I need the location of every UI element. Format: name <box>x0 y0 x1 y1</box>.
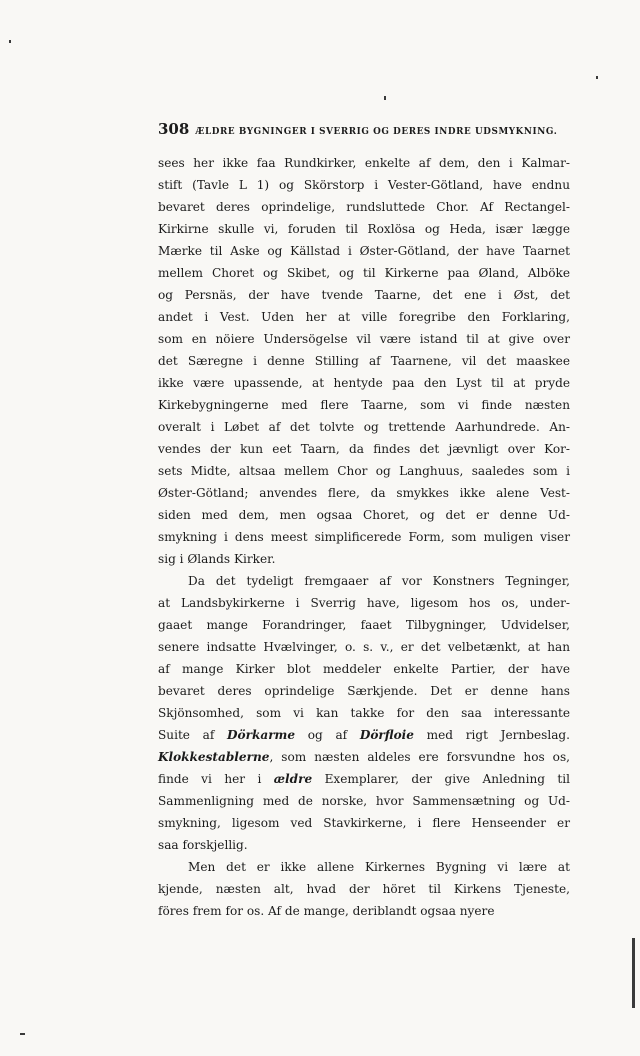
text-line: som en nöiere Undersögelse vil være istand til at give over <box>158 332 570 346</box>
paragraph-3 <box>158 856 570 922</box>
scan-speck <box>9 40 11 43</box>
scan-speck <box>20 1033 25 1035</box>
text-line: Sammenligning med de norske, hvor Sammensætning og Ud- <box>158 794 570 808</box>
text-line: siden med dem, men ogsaa Choret, og det er denne Ud- <box>158 508 570 522</box>
text-line: sets Midte, altsaa mellem Chor og Langhuus, saaledes som i <box>158 464 570 478</box>
text-line: overalt i Løbet af det tolvte og trettende Aarhundrede. An- <box>158 420 570 434</box>
text-line: smykning, ligesom ved Stavkirkerne, i flere Henseender er <box>158 816 570 830</box>
text-line: smykning i dens meest simplificerede Form, som muligen viser <box>158 530 570 544</box>
text-line: ikke være upassende, at hentyde paa den Lyst til at pryde <box>158 376 570 390</box>
text-line: af mange Kirker blot meddeler enkelte Partier, der have <box>158 662 570 676</box>
scan-speck <box>384 96 386 100</box>
text-line: bevaret deres oprindelige, rundsluttede Chor. Af Rectangel- <box>158 200 570 214</box>
text-line: Klokkestablerne, som næsten aldeles ere forsvundne hos os, <box>158 750 570 764</box>
page-header <box>158 120 558 138</box>
text-line: stift (Tavle L 1) og Skörstorp i Vester-Götland, have endnu <box>158 178 570 192</box>
text-line: gaaet mange Forandringer, faaet Tilbygninger, Udvidelser, <box>158 618 570 632</box>
text-line: og Persnäs, der have tvende Taarne, det ene i Øst, det <box>158 288 570 302</box>
text-line: kjende, næsten alt, hvad der höret til Kirkens Tjeneste, <box>158 882 570 896</box>
text-line: Men det er ikke allene Kirkernes Bygning vi lære at <box>188 860 570 874</box>
text-line: Kirkebygningerne med flere Taarne, som vi finde næsten <box>158 398 570 412</box>
text-line: vendes der kun eet Taarn, da findes det jævnligt over Kor- <box>158 442 570 456</box>
italic-term: ældre <box>273 772 313 786</box>
text-line: det Særegne i denne Stilling af Taarnene, vil det maaskee <box>158 354 570 368</box>
text-line: föres frem for os. Af de mange, deriblandt ogsaa nyere <box>158 904 495 918</box>
text-line: mellem Choret og Skibet, og til Kirkerne paa Øland, Alböke <box>158 266 570 280</box>
text-line: at Landsbykirkerne i Sverrig have, ligesom hos os, under- <box>158 596 570 610</box>
paragraph-2 <box>158 570 570 856</box>
italic-term: Dörkarme <box>227 728 296 742</box>
body-text <box>158 152 570 922</box>
text-line: andet i Vest. Uden her at ville foregribe den Forklaring, <box>158 310 570 324</box>
page-number: 308 <box>158 120 190 138</box>
text-line: senere indsatte Hvælvinger, o. s. v., er det velbetænkt, at han <box>158 640 570 654</box>
text-line: saa forskjellig. <box>158 838 248 852</box>
text-line: Suite af Dörkarme og af Dörfloie med rigt Jernbeslag. <box>158 728 570 742</box>
text-line: Skjönsomhed, som vi kan takke for den saa interessante <box>158 706 570 720</box>
text-line: sig i Ølands Kirker. <box>158 552 276 566</box>
text-line: Kirkirne skulle vi, foruden til Roxlösa og Heda, især lægge <box>158 222 570 236</box>
paragraph-1 <box>158 152 570 570</box>
scan-edge-mark <box>632 938 635 1008</box>
italic-term: Klokkestablerne <box>158 750 270 764</box>
text-line: bevaret deres oprindelige Særkjende. Det er denne hans <box>158 684 570 698</box>
text-line: Øster-Götland; anvendes flere, da smykkes ikke alene Vest- <box>158 486 570 500</box>
text-line: finde vi her i ældre Exemplarer, der give Anledning til <box>158 772 570 786</box>
text-line: Da det tydeligt fremgaaer af vor Konstners Tegninger, <box>188 574 570 588</box>
text-line: sees her ikke faa Rundkirker, enkelte af dem, den i Kalmar- <box>158 156 570 170</box>
italic-term: Dörfloie <box>359 728 414 742</box>
running-head: ÆLDRE BYGNINGER I SVERRIG OG DERES INDRE UDSMYKNING. <box>195 127 558 137</box>
text-line: Mærke til Aske og Källstad i Øster-Götland, der have Taarnet <box>158 244 570 258</box>
scan-speck <box>596 76 598 79</box>
